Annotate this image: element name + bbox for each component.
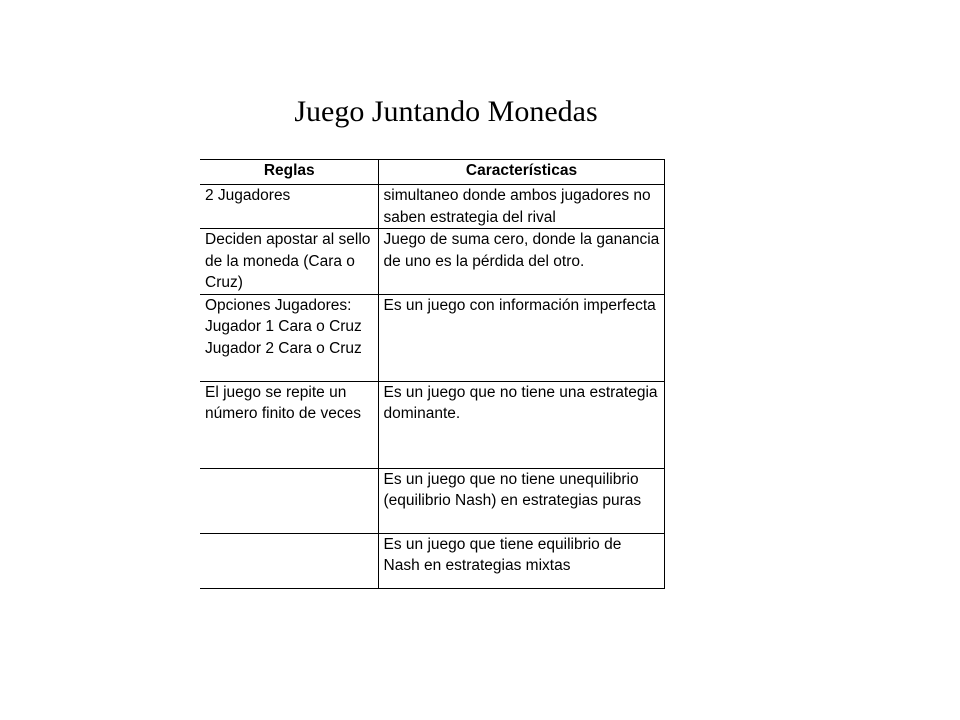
table-header-row: [200, 160, 664, 185]
table-row: [200, 229, 664, 295]
rule-cell: El juego se repite un número finito de veces: [200, 381, 378, 468]
header-caracteristicas: Características: [378, 160, 664, 185]
characteristic-cell: Es un juego que tiene equilibrio de Nash en estrategias mixtas: [378, 533, 664, 588]
table-row: [200, 381, 664, 468]
table-row: [200, 533, 664, 588]
table-row: [200, 468, 664, 533]
rule-cell: Opciones Jugadores: Jugador 1 Cara o Cruz Jugador 2 Cara o Cruz: [200, 294, 378, 381]
table-row: [200, 185, 664, 229]
rule-cell: Deciden apostar al sello de la moneda (Cara o Cruz): [200, 229, 378, 295]
table-row: [200, 294, 664, 381]
rule-cell: 2 Jugadores: [200, 185, 378, 229]
characteristic-cell: Es un juego que no tiene una estrategia dominante.: [378, 381, 664, 468]
rule-cell-empty: [200, 533, 378, 588]
characteristic-cell: Es un juego con información imperfecta: [378, 294, 664, 381]
characteristic-cell: Es un juego que no tiene unequilibrio (equilibrio Nash) en estrategias puras: [378, 468, 664, 533]
slide-title: Juego Juntando Monedas: [294, 95, 598, 128]
characteristic-cell: simultaneo donde ambos jugadores no saben estrategia del rival: [378, 185, 664, 229]
characteristic-cell: Juego de suma cero, donde la ganancia de uno es la pérdida del otro.: [378, 229, 664, 295]
header-reglas: Reglas: [200, 160, 378, 185]
rules-characteristics-table: [200, 159, 665, 589]
rule-cell-empty: [200, 468, 378, 533]
